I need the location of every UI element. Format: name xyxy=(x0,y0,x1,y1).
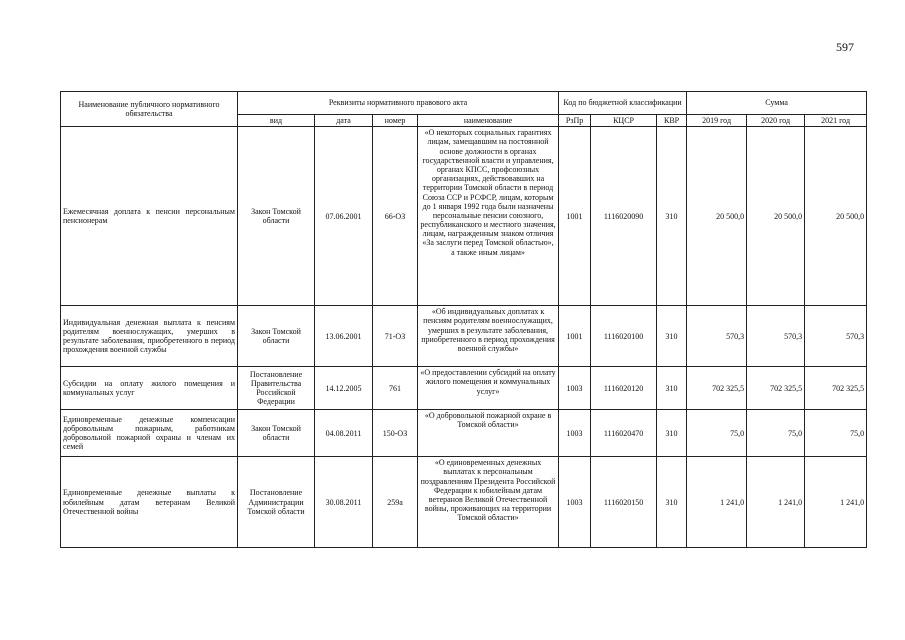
kvr-cell: 310 xyxy=(657,306,687,367)
act-date-cell: 14.12.2005 xyxy=(315,367,373,410)
header-obligation-name: Наименование публичного нормативного обязательства xyxy=(61,92,238,127)
sum-2021-cell: 20 500,0 xyxy=(805,127,867,306)
kcsr-cell: 1116020090 xyxy=(591,127,657,306)
sum-2021-cell: 570,3 xyxy=(805,306,867,367)
sum-2019-cell: 1 241,0 xyxy=(687,457,747,548)
sum-2019-cell: 570,3 xyxy=(687,306,747,367)
act-title-cell: «О единовременных денежных выплатах к персональным поздравлениям Президента Российской Федерации к юбилейным датам ветеранов Великой Отечественной войны, проживающих на территории Томской области» xyxy=(418,457,559,548)
sum-2020-cell: 75,0 xyxy=(747,410,805,457)
table-row xyxy=(61,410,867,457)
rzpr-cell: 1003 xyxy=(559,367,591,410)
sum-2021-cell: 1 241,0 xyxy=(805,457,867,548)
sum-2020-cell: 1 241,0 xyxy=(747,457,805,548)
obligation-name-cell: Субсидии на оплату жилого помещения и коммунальных услуг xyxy=(61,367,238,410)
header-act-requisites: Реквизиты нормативного правового акта xyxy=(238,92,559,115)
obligation-name-cell: Индивидуальная денежная выплата к пенсиям родителям военнослужащих, умерших в результате заболевания, приобретенного в период прохождения военной службы xyxy=(61,306,238,367)
header-kcsr: КЦСР xyxy=(591,115,657,127)
sum-2020-cell: 702 325,5 xyxy=(747,367,805,410)
table-row xyxy=(61,367,867,410)
sum-2020-cell: 570,3 xyxy=(747,306,805,367)
act-date-cell: 07.06.2001 xyxy=(315,127,373,306)
table-row xyxy=(61,457,867,548)
kcsr-cell: 1116020100 xyxy=(591,306,657,367)
header-date: дата xyxy=(315,115,373,127)
kcsr-cell: 1116020150 xyxy=(591,457,657,548)
act-number-cell: 150-ОЗ xyxy=(373,410,418,457)
header-2019: 2019 год xyxy=(687,115,747,127)
rzpr-cell: 1001 xyxy=(559,306,591,367)
kvr-cell: 310 xyxy=(657,367,687,410)
act-number-cell: 66-ОЗ xyxy=(373,127,418,306)
header-2021: 2021 год xyxy=(805,115,867,127)
table-header xyxy=(61,92,867,127)
sum-2021-cell: 75,0 xyxy=(805,410,867,457)
act-kind-cell: Закон Томской области xyxy=(238,127,315,306)
table-row xyxy=(61,127,867,306)
header-kind: вид xyxy=(238,115,315,127)
rzpr-cell: 1003 xyxy=(559,410,591,457)
act-kind-cell: Постановление Администрации Томской области xyxy=(238,457,315,548)
kcsr-cell: 1116020470 xyxy=(591,410,657,457)
act-title-cell: «О некоторых социальных гарантиях лицам, замещавшим на постоянной основе должности в органах государственной власти и управления, органах КПСС, профсоюзных организациях, действовавших на территории Томской области в период Союза ССР и РСФСР, лицам, которым до 1 января 1992 года были назначены персональные пенсии союзного, республиканского и местного значения, лицам, награжденным знаком отличия «За заслуги перед Томской областью», а также иным лицам» xyxy=(418,127,559,306)
header-kvr: КВР xyxy=(657,115,687,127)
act-kind-cell: Закон Томской области xyxy=(238,306,315,367)
sum-2019-cell: 75,0 xyxy=(687,410,747,457)
kvr-cell: 310 xyxy=(657,410,687,457)
act-title-cell: «О добровольной пожарной охране в Томской области» xyxy=(418,410,559,457)
header-budget-code: Код по бюджетной классификации xyxy=(559,92,687,115)
act-number-cell: 259а xyxy=(373,457,418,548)
kvr-cell: 310 xyxy=(657,457,687,548)
act-number-cell: 71-ОЗ xyxy=(373,306,418,367)
act-date-cell: 04.08.2011 xyxy=(315,410,373,457)
sum-2019-cell: 20 500,0 xyxy=(687,127,747,306)
header-2020: 2020 год xyxy=(747,115,805,127)
kcsr-cell: 1116020120 xyxy=(591,367,657,410)
header-number: номер xyxy=(373,115,418,127)
act-number-cell: 761 xyxy=(373,367,418,410)
header-sum: Сумма xyxy=(687,92,867,115)
obligation-name-cell: Ежемесячная доплата к пенсии персональным пенсионерам xyxy=(61,127,238,306)
rzpr-cell: 1003 xyxy=(559,457,591,548)
page-number: 597 xyxy=(836,40,854,54)
rzpr-cell: 1001 xyxy=(559,127,591,306)
obligations-table xyxy=(60,91,867,548)
header-title: наименование xyxy=(418,115,559,127)
act-date-cell: 30.08.2011 xyxy=(315,457,373,548)
act-title-cell: «Об индивидуальных доплатах к пенсиям родителям военнослужащих, умерших в результате заболевания, приобретенного в период прохождения военной службы» xyxy=(418,306,559,367)
table-row xyxy=(61,306,867,367)
act-date-cell: 13.06.2001 xyxy=(315,306,373,367)
sum-2021-cell: 702 325,5 xyxy=(805,367,867,410)
act-kind-cell: Закон Томской области xyxy=(238,410,315,457)
sum-2020-cell: 20 500,0 xyxy=(747,127,805,306)
obligation-name-cell: Единовременные денежные компенсации добровольным пожарным, работникам добровольной пожарной охраны и членам их семей xyxy=(61,410,238,457)
act-title-cell: «О предоставлении субсидий на оплату жилого помещения и коммунальных услуг» xyxy=(418,367,559,410)
sum-2019-cell: 702 325,5 xyxy=(687,367,747,410)
act-kind-cell: Постановление Правительства Российской Федерации xyxy=(238,367,315,410)
kvr-cell: 310 xyxy=(657,127,687,306)
header-rzpr: РзПр xyxy=(559,115,591,127)
obligation-name-cell: Единовременные денежные выплаты к юбилейным датам ветеранам Великой Отечественной войны xyxy=(61,457,238,548)
